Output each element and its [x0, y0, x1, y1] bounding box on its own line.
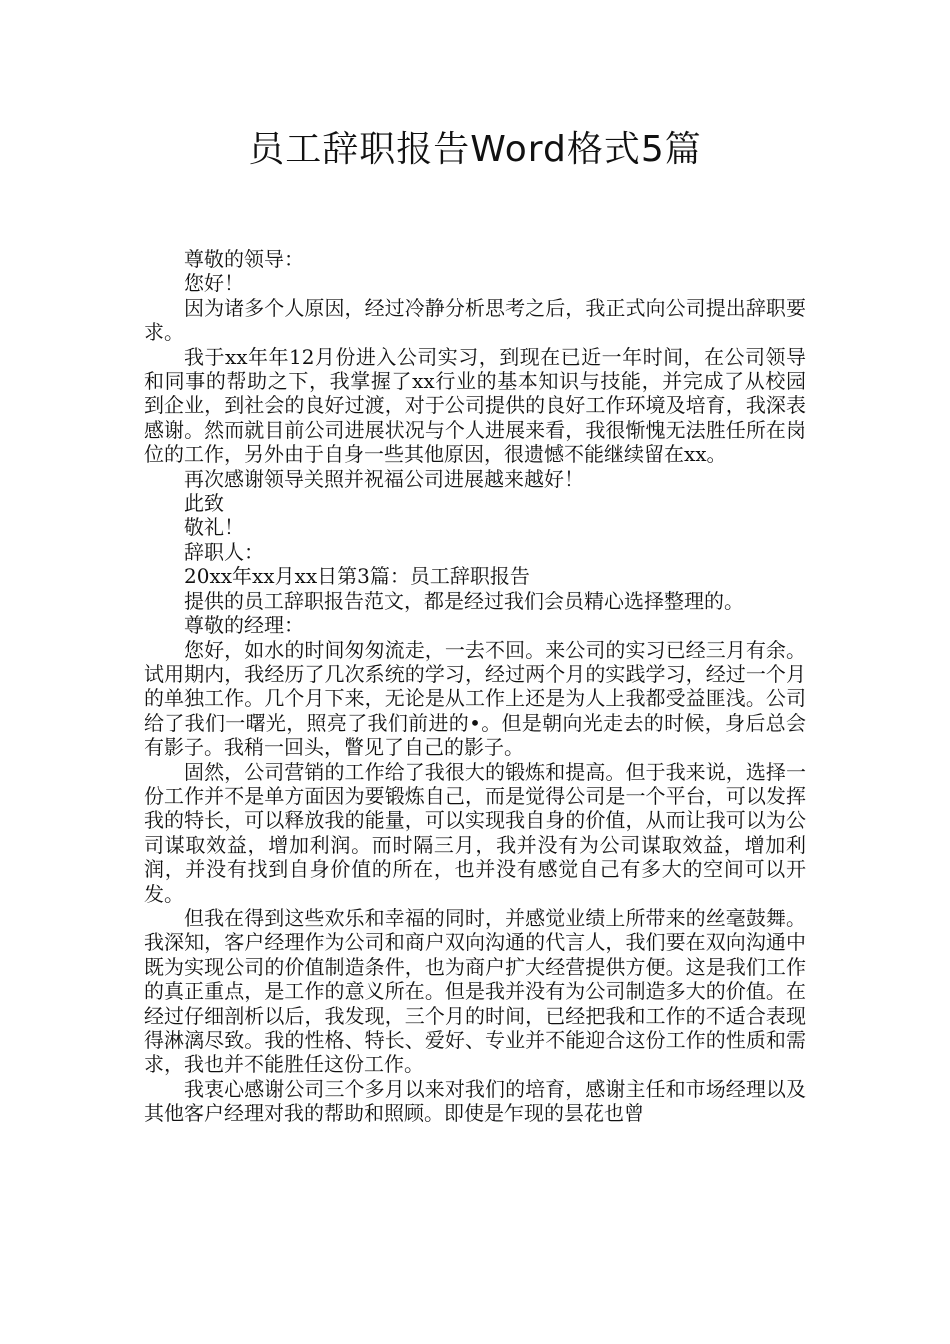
paragraph: 我于xx年年12月份进入公司实习，到现在已近一年时间，在公司领导和同事的帮助之下，我掌握了xx行业的基本知识与技能，并完成了从校园到企业，到社会的良好过渡，对于公司提供的良好工作环境及培育，我深表感谢。然而就目前公司进展状况与个人进展来看，我很惭愧无法胜任所在岗位的工作，另外由于自身一些其他原因，很遗憾不能继续留在xx。 — [144, 344, 806, 467]
paragraph: 因为诸多个人原因，经过冷静分析思考之后，我正式向公司提出辞职要求。 — [144, 295, 806, 345]
paragraph-closing: 此致 — [184, 491, 224, 516]
paragraph: 我衷心感谢公司三个多月以来对我们的培育，感谢主任和市场经理以及其他客户经理对我的帮助和照顾。即使是乍现的昙花也曾 — [144, 1076, 806, 1126]
paragraph-date: 20xx年xx月xx日第3篇：员工辞职报告 — [184, 564, 530, 589]
paragraph-salutation: 尊敬的领导： — [184, 247, 304, 271]
paragraph-closing: 敬礼！ — [184, 515, 244, 540]
paragraph: 您好，如水的时间匆匆流走，一去不回。来公司的实习已经三月有余。试用期内，我经历了几次系统的学习，经过两个月的实践学习，经过一个月的单独工作。几个月下来，无论是从工作上还是为人上我都受益匪浅。公司给了我们一曙光，照亮了我们前进的•。但是朝向光走去的时候，身后总会有影子。我稍一回头，瞥见了自己的影子。 — [144, 637, 806, 760]
document-body — [144, 247, 806, 1126]
paragraph-greeting: 您好！ — [184, 271, 244, 296]
document-title: 员工辞职报告Word格式5篇 — [248, 129, 702, 170]
paragraph-salutation: 尊敬的经理： — [184, 613, 304, 638]
paragraph: 提供的员工辞职报告范文，都是经过我们会员精心选择整理的。 — [184, 588, 744, 613]
paragraph-signature: 辞职人： — [184, 539, 264, 564]
paragraph: 但我在得到这些欢乐和幸福的同时，并感觉业绩上所带来的丝毫鼓舞。我深知，客户经理作为公司和商户双向沟通的代言人，我们要在双向沟通中既为实现公司的价值制造条件，也为商户扩大经营提供方便。这是我们工作的真正重点，是工作的意义所在。但是我并没有为公司制造多大的价值。在经过仔细剖析以后，我发现，三个月的时间，已经把我和工作的不适合表现得淋漓尽致。我的性格、特长、爱好、专业并不能迎合这份工作的性质和需求，我也并不能胜任这份工作。 — [144, 905, 806, 1077]
paragraph: 固然，公司营销的工作给了我很大的锻炼和提高。但于我来说，选择一份工作并不是单方面因为要锻炼自己，而是觉得公司是一个平台，可以发挥我的特长，可以释放我的能量，可以实现我自身的价值，从而让我可以为公司谋取效益，增加利润。而时隔三月，我并没有为公司谋取效益，增加利润，并没有找到自身价值的所在，也并没有感觉自己有多大的空间可以开发。 — [144, 759, 806, 906]
paragraph: 再次感谢领导关照并祝福公司进展越来越好！ — [184, 466, 584, 491]
